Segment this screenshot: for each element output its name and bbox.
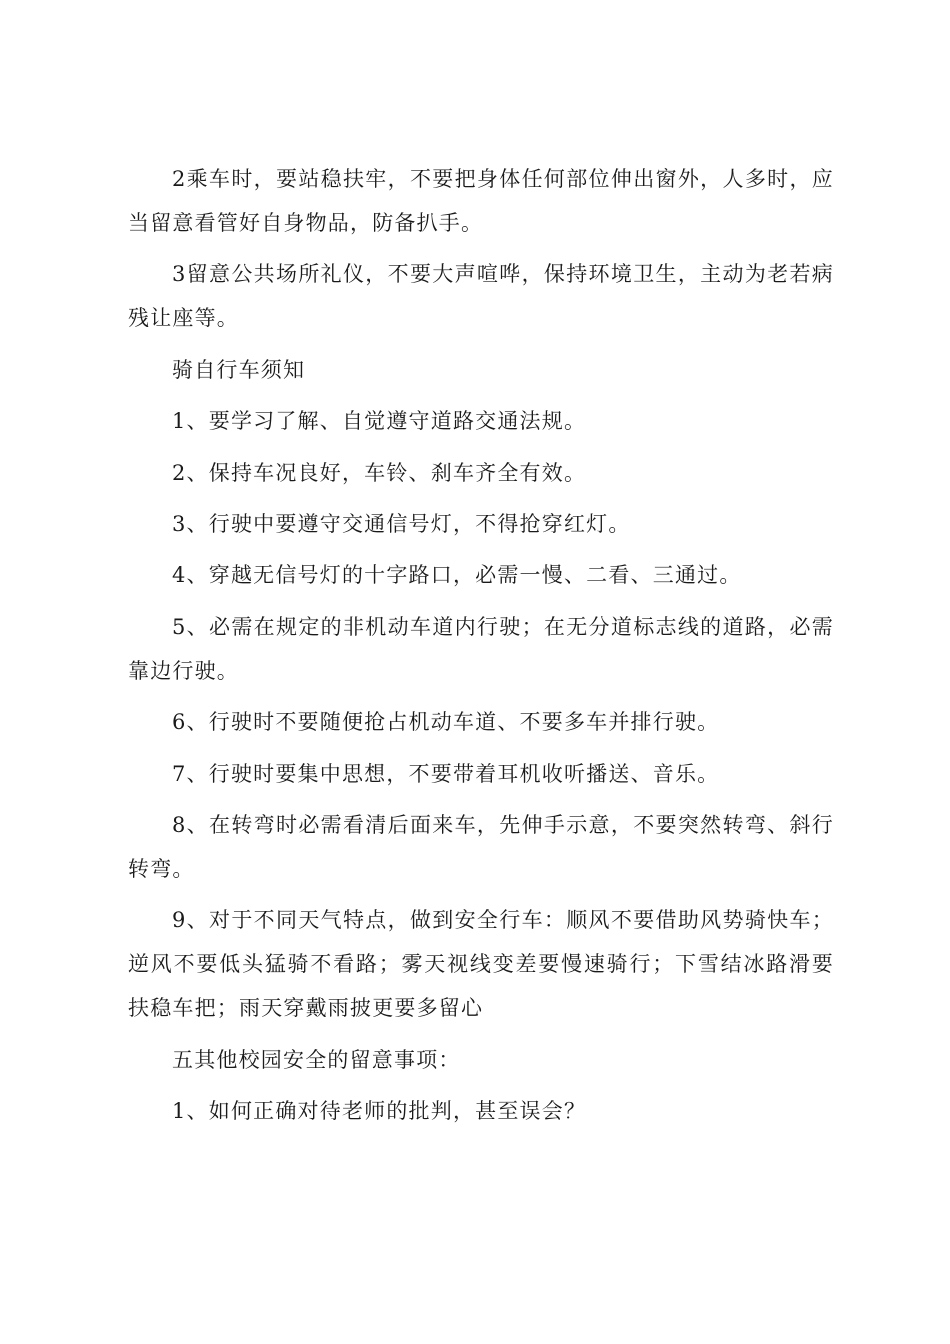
list-item: 5、必需在规定的非机动车道内行驶；在无分道标志线的道路，必需靠边行驶。	[128, 614, 834, 683]
section-heading-campus-safety: 五其他校园安全的留意事项：	[172, 1047, 461, 1072]
list-item: 1、如何正确对待老师的批判，甚至误会？	[172, 1099, 587, 1124]
document-body	[128, 157, 834, 1140]
list-item: 4、穿越无信号灯的十字路口，必需一慢、二看、三通过。	[172, 563, 742, 588]
list-item: 9、对于不同天气特点，做到安全行车：顺风不要借助风势骑快车；逆风不要低头猛骑不看路；雾天视线变差要慢速骑行；下雪结冰路滑要扶稳车把；雨天穿戴雨披更要多留心	[128, 908, 834, 1021]
paragraph-public-etiquette: 3留意公共场所礼仪，不要大声喧哗，保持环境卫生，主动为老若病残让座等。	[128, 262, 834, 331]
list-item: 2、保持车况良好，车铃、刹车齐全有效。	[172, 460, 587, 485]
paragraph-bus-safety: 2乘车时，要站稳扶牢，不要把身体任何部位伸出窗外，人多时，应当留意看管好自身物品，防备扒手。	[128, 167, 834, 235]
list-item: 8、在转弯时必需看清后面来车，先伸手示意，不要突然转弯、斜行转弯。	[128, 812, 834, 881]
section-heading-cycling: 骑自行车须知	[172, 357, 306, 382]
list-item: 7、行驶时要集中思想，不要带着耳机收听播送、音乐。	[172, 761, 720, 786]
list-item: 6、行驶时不要随便抢占机动车道、不要多车并排行驶。	[172, 710, 720, 735]
list-item: 1、要学习了解、自觉遵守道路交通法规。	[172, 409, 587, 434]
list-item: 3、行驶中要遵守交通信号灯，不得抢穿红灯。	[172, 511, 631, 536]
